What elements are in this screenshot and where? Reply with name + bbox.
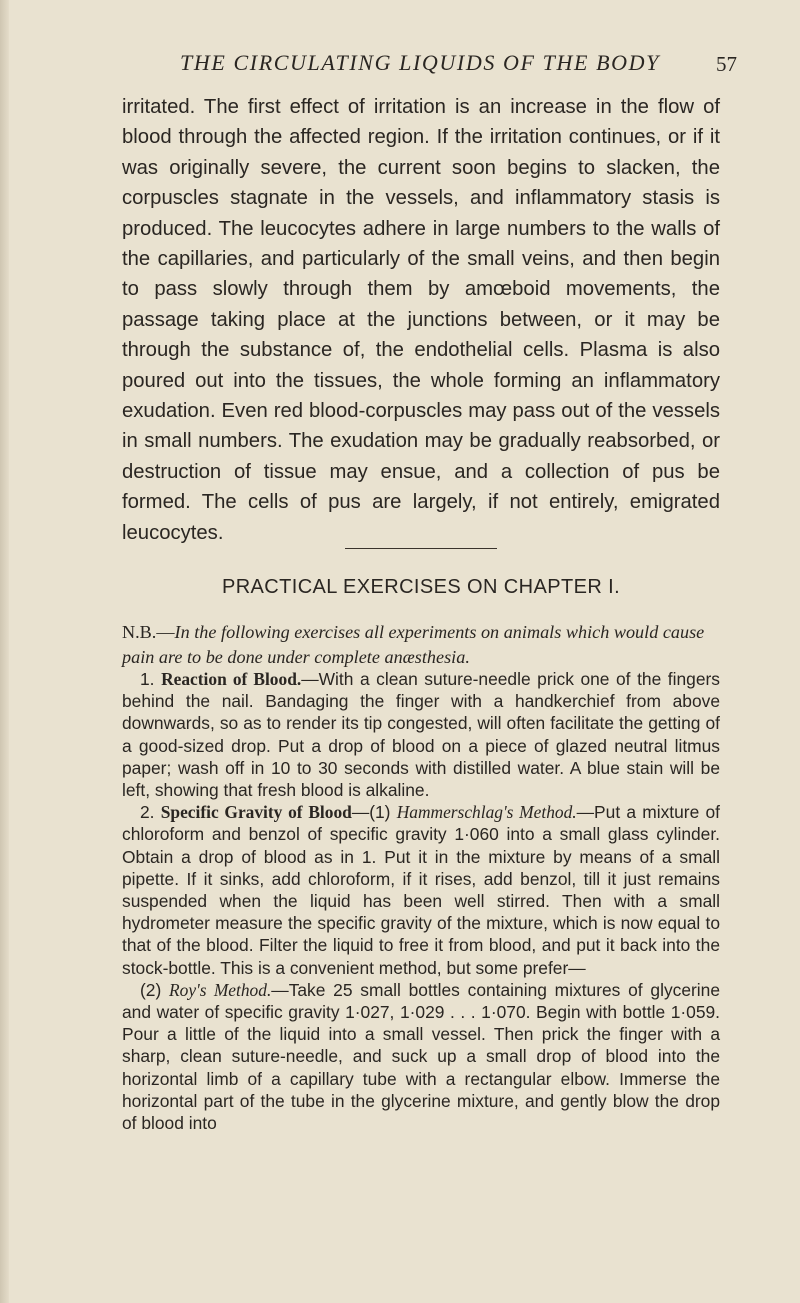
body-paragraph: irritated. The first effect of irritation is an increase in the flow of blood through the affected region. If the irritation continues, or if it was originally severe, the current soon begins to slacken, the corpuscles stagnate in the vessels, and inflammatory stasis is produced. The leucocytes adhere in large numbers to the walls of the capillaries, and particularly of the small veins, and then begin to pass slowly through them by amœboid movements, the passage taking place at the junctions between, or it may be through the substance of, the endothelial cells. Plasma is also poured out into the tissues, the whole forming an inflammatory exudation. Even red blood-corpuscles may pass out of the vessels in small numbers. The exudation may be gradually reabsorbed, or destruction of tissue may ensue, and a collection of pus be formed. The cells of pus are largely, if not entirely, emigrated leucocytes. <box>122 96 720 544</box>
exercise-heading: Specific Gravity of Blood <box>160 802 352 823</box>
method-prefix: (1) <box>369 802 397 823</box>
exercise-dash: — <box>301 669 319 689</box>
section-title: PRACTICAL EXERCISES ON CHAPTER I. <box>221 576 621 598</box>
exercise-item <box>122 668 720 801</box>
nb-lead: N.B.— <box>122 622 175 642</box>
page-number: 57 <box>716 52 737 76</box>
exercise-number: 2. <box>140 802 155 823</box>
nb-note <box>122 620 720 670</box>
running-head-title: THE CIRCULATING LIQUIDS OF THE BODY <box>180 50 660 75</box>
exercise-text: With a clean suture-needle prick one of the fingers behind the nail. Bandaging the finger with a handkerchief from above downwards, so as to render its tip congested, will often facilitate the getting of a good-sized drop. Put a drop of blood on a piece of glazed neutral litmus paper; wash off in 10 to 30 seconds with distilled water. A blue stain will be left, showing that fresh blood is alkaline. <box>122 669 720 801</box>
exercise-list <box>122 668 720 1134</box>
exercise-text: —Take 25 small bottles containing mixtures of glycerine and water of specific gravity 1·027, 1·029 . . . 1·070. Begin with bottle 1·059. Pour a little of the liquid into a small vessel. Then prick the finger with a sharp, clean suture-needle, and suck up a small drop of blood into the horizontal limb of a capillary tube with a rectangular elbow. Immerse the horizontal part of the tube in the glycerine mixture, and gently blow the drop of blood into <box>122 979 720 1134</box>
exercise-item <box>122 979 720 1134</box>
nb-text: In the following exercises all experiments on animals which would cause pain are to be done under complete anæsthesia. <box>122 622 705 667</box>
body-paragraph-block <box>122 92 720 548</box>
page-binding-edge <box>0 0 9 1303</box>
section-divider <box>345 548 497 549</box>
exercise-dash: — <box>351 802 370 823</box>
exercise-text: —Put a mixture of chloroform and benzol of specific gravity 1·060 into a small glass cylinder. Obtain a drop of blood as in 1. Put it in the mixture by means of a small pipette. If it sinks, add chloroform, if it rises, add benzol, till it just remains suspended when the liquid has been well stirred. Then with a small hydrometer measure the specific gravity of the mixture, which is now equal to that of the blood. Filter the liquid to free it from blood, and put it back into the stock-bottle. This is a convenient method, but some prefer— <box>122 802 720 978</box>
exercise-item <box>122 801 720 979</box>
method-name: Hammerschlag's Method. <box>396 802 577 823</box>
exercise-number: 1. <box>140 669 155 689</box>
method-prefix: (2) <box>140 979 170 1000</box>
exercise-heading: Reaction of Blood. <box>161 669 302 689</box>
method-name: Roy's Method. <box>169 979 272 1000</box>
